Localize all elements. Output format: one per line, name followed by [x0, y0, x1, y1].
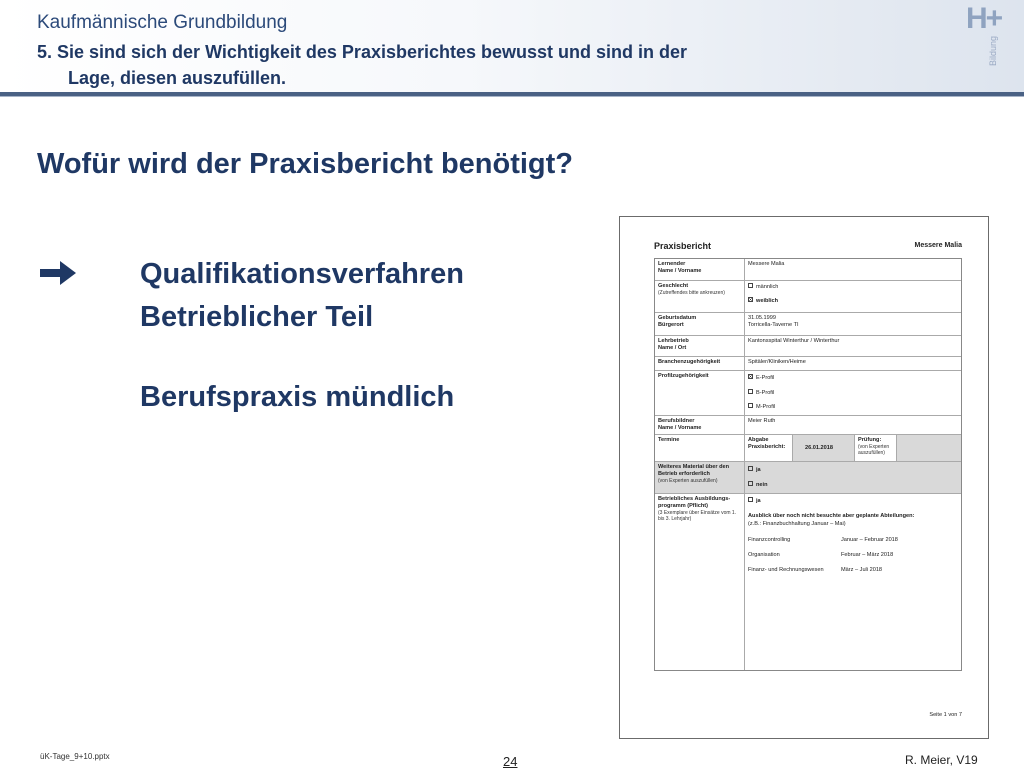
value-abgabe-date: 26.01.2018: [805, 445, 833, 451]
row-geschlecht: [655, 281, 961, 313]
label-branche: Branchenzugehörigkeit: [658, 359, 721, 365]
checkbox-empty-icon: [748, 466, 753, 471]
document-name: Messere Malia: [914, 242, 962, 249]
footer-author: R. Meier, V19: [905, 753, 978, 767]
header-kicker: Kaufmännische Grundbildung: [37, 12, 288, 33]
option-maennlich: männlich: [748, 284, 778, 290]
row-material: [655, 462, 961, 494]
label-lehrbetrieb: Lehrbetrieb: [658, 338, 689, 344]
header-subtitle-line2: Lage, diesen auszufüllen.: [68, 68, 287, 88]
checkbox-empty-icon: [748, 497, 753, 502]
option-b-profil: B-Profil: [748, 390, 774, 396]
footer-page-number: 24: [503, 754, 518, 768]
option-e-profil: E-Profil: [748, 375, 774, 381]
value-geburtsdatum: 31.05.1999: [748, 315, 776, 321]
footer-filename: üK-Tage_9+10.pptx: [40, 752, 110, 761]
label-termine: Termine: [658, 437, 680, 443]
row-geburtsdatum: [655, 313, 961, 336]
label-profil: Profilzugehörigkeit: [658, 373, 709, 379]
row-lernender: [655, 259, 961, 281]
page-title: Wofür wird der Praxisbericht benötigt?: [37, 148, 574, 180]
row-ausbildungsprogramm: [655, 494, 961, 670]
row-profil: [655, 371, 961, 416]
value-berufsbildner: Meier Ruth: [748, 418, 776, 424]
header-subtitle-line1: 5. Sie sind sich der Wichtigkeit des Praxisberichtes bewusst und sind in der: [37, 42, 688, 62]
document-title: Praxisbericht: [654, 241, 712, 251]
ausblick-heading: Ausblick über noch nicht besuchte aber geplante Abteilungen:: [748, 513, 915, 519]
sublabel-lernender: Name / Vorname: [658, 268, 702, 274]
ausblick-example: (z.B.: Finanzbuchhaltung Januar – Mai): [748, 521, 846, 527]
label-pruefung: Prüfung:: [858, 437, 882, 443]
checkbox-checked-icon: [748, 374, 753, 379]
option-material-nein: nein: [748, 482, 768, 488]
value-lernender: Messere Malia: [748, 261, 785, 267]
option-material-ja: ja: [748, 467, 761, 473]
right-arrow-icon: [38, 258, 80, 288]
option-weiblich: weiblich: [748, 298, 778, 304]
bullet-line-2: Betrieblicher Teil: [140, 301, 374, 333]
row-berufsbildner: [655, 416, 961, 435]
checkbox-empty-icon: [748, 403, 753, 408]
document-page-number: Seite 1 von 7: [929, 712, 962, 718]
sublabel-lehrbetrieb: Name / Ort: [658, 345, 687, 351]
logo-subtext: Bildung: [988, 36, 998, 67]
label-abgabe: Abgabe: [748, 437, 769, 443]
option-programm-ja: ja: [748, 498, 761, 504]
label-material: Weiteres Material über den Betrieb erforderlich: [658, 464, 730, 477]
logo: [966, 2, 1016, 72]
sublabel-geschlecht: (Zutreffendes bitte ankreuzen): [658, 290, 725, 296]
checkbox-empty-icon: [748, 481, 753, 486]
row-lehrbetrieb: [655, 336, 961, 357]
label-geschlecht: Geschlecht: [658, 283, 689, 289]
sublabel-pruefung: (von Experten auszufüllen): [858, 444, 890, 456]
label-berufsbildner: Berufsbildner: [658, 418, 695, 424]
bullet-line-3: Berufspraxis mündlich: [140, 381, 455, 413]
plan-dept-2: Organisation: [748, 552, 780, 558]
value-buergerort: Torricella-Taverne TI: [748, 322, 799, 328]
form-table: [654, 258, 962, 671]
label-abgabe-praxisbericht: Praxisbericht:: [748, 444, 786, 450]
plan-dept-1: Finanzcontrolling: [748, 537, 791, 543]
value-lehrbetrieb: Kantonsspital Winterthur / Winterthur: [748, 338, 840, 344]
label-lernender: Lernender: [658, 261, 686, 267]
bullet-line-1: Qualifikationsverfahren: [140, 258, 464, 290]
checkbox-empty-icon: [748, 283, 753, 288]
option-m-profil: M-Profil: [748, 404, 775, 410]
pruefung-field: [897, 435, 961, 461]
plan-period-2: Februar – März 2018: [841, 552, 894, 558]
plan-dept-3: Finanz- und Rechnungswesen: [748, 567, 824, 573]
sublabel-berufsbildner: Name / Vorname: [658, 425, 702, 431]
praxisbericht-document: [619, 216, 989, 739]
label-geburtsdatum: Geburtsdatum: [658, 315, 697, 321]
row-termine: [655, 435, 961, 462]
sublabel-programm: (3 Exemplare über Einsätze vom 1. bis 3. Lehrjahr): [658, 510, 737, 522]
label-buergerort: Bürgerort: [658, 322, 684, 328]
checkbox-empty-icon: [748, 389, 753, 394]
sublabel-material: (von Experten auszufüllen): [658, 478, 718, 484]
plan-period-1: Januar – Februar 2018: [841, 537, 898, 543]
header-rule-thin: [0, 96, 1024, 97]
logo-mark: H+: [966, 2, 1002, 35]
value-branche: Spitäler/Kliniken/Heime: [748, 359, 806, 365]
plan-period-3: März – Juli 2018: [841, 567, 883, 573]
row-branche: [655, 357, 961, 371]
checkbox-checked-icon: [748, 297, 753, 302]
label-programm: Betriebliches Ausbildungs-programm (Pflicht): [658, 496, 731, 509]
